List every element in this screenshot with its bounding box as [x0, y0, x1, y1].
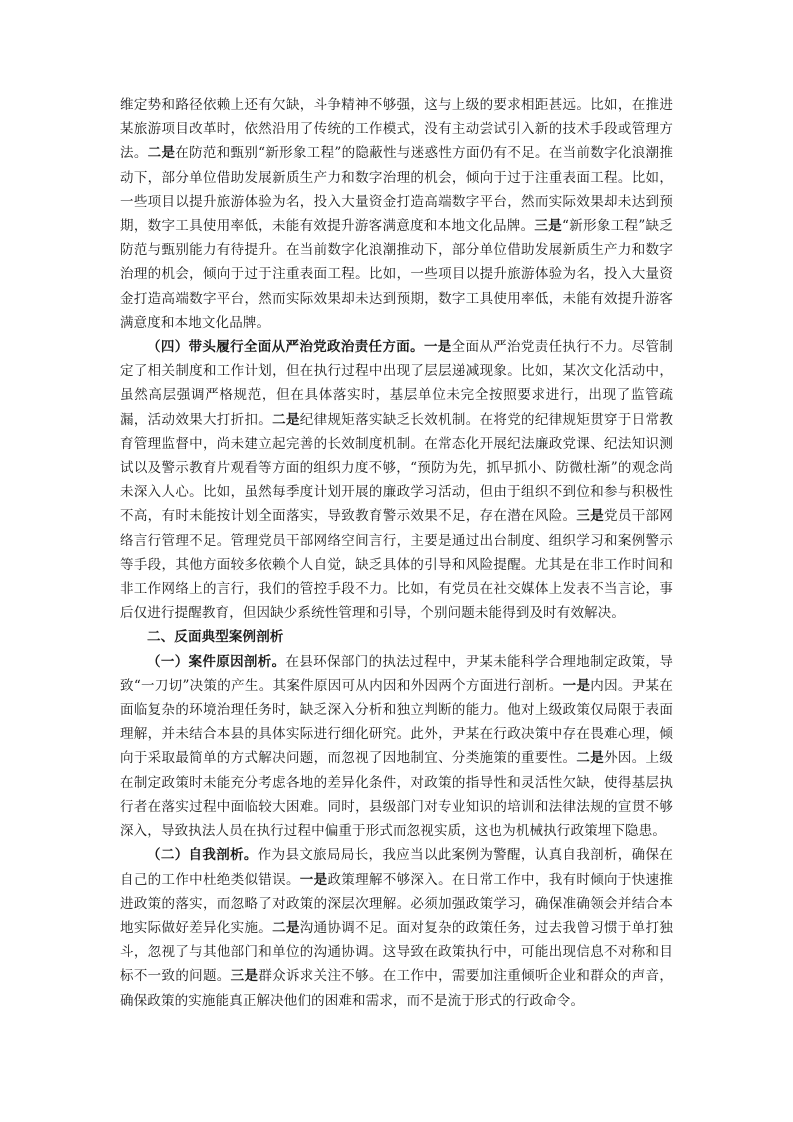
paragraph-text: 政策理解不够深入。在日常工作中，我有时倾向于快速推进政策的落实，而忽略了对政策的深层次理解。必须加强政策学习，确保准确领会并结合本地实际做好差异化实施。: [120, 871, 674, 936]
section-heading-four: （四）带头履行全面从严治党政治责任方面。: [147, 339, 424, 356]
emphasis-first: 一是: [423, 339, 452, 356]
emphasis-third: 三是: [534, 218, 563, 235]
paragraph-text: 党员干部网络言行管理不足。管理党员干部网络空间言行，主要是通过出台制度、组织学习和案例警示等手段，其他方面较多依赖个人自觉，缺乏具体的引导和风险提醒。尤其是在非工作时间和非工作网络上的言行，我们的管控手段不力。比如，有党员在社交媒体上发表不当言论，事后仅进行提醒教育，但因缺少系统性管理和引导，个别问题未能得到及时有效解决。: [120, 508, 673, 622]
paragraph-self-analysis: [120, 843, 673, 1012]
paragraph-text: “新形象工程”缺乏防范与甄别能力有待提升。在当前数字化浪潮推动下，部分单位借助发展新质生产力和数字治理的机会，倾向于过于注重表面工程。比如，一些项目以提升旅游体验为名，投入大量资金打造高端数字平台，然而实际效果却未达到预期，数字工具使用率低，未能有效提升游客满意度和本地文化品牌。: [120, 218, 674, 331]
document-body: [120, 93, 673, 1013]
paragraph-text: 在防范和甄别“新形象工程”的隐蔽性与迷惑性方面仍有不足。在当前数字化浪潮推动下，部分单位借助发展新质生产力和数字治理的机会，倾向于过于注重表面工程。比如，一些项目以提升旅游体验为名，投入大量资金打造高端数字平台，然而实际效果却未达到预期，数字工具使用率低，未能有效提升游客满意度和本地文化品牌。: [120, 145, 673, 235]
paragraph-text: 沟通协调不足。面对复杂的政策任务，过去我曾习惯于单打独斗，忽视了与其他部门和单位的沟通协调。这导致在政策执行中，可能出现信息不对称和目标不一致的问题。: [120, 919, 673, 985]
emphasis-second: 二是: [272, 411, 300, 428]
paragraph-text: 外因。上级在制定政策时未能充分考虑各地的差异化条件，对政策的指导性和灵活性欠缺，使得基层执行者在落实过程中面临较大困难。同时，县级部门对专业知识的培训和法律法规的宣贯不够深入，导致执法人员在执行过程中偏重于形式而忽视实质，这也为机械执行政策埋下隐患。: [120, 750, 673, 840]
emphasis-third: 三是: [576, 508, 605, 525]
paragraph-text: 群众诉求关注不够。在工作中，需要加注重倾听企业和群众的声音，确保政策的实施能真正解决他们的困难和需求，而不是流于形式的行政命令。: [120, 968, 674, 1009]
paragraph-continuation: [120, 93, 673, 335]
emphasis-first: 一是: [562, 677, 591, 694]
paragraph-case-analysis: [120, 650, 673, 844]
paragraph-text: 纪律规矩落实缺乏长效机制。在将党的纪律规矩贯穿于日常教育管理监督中，尚未建立起完善的长效制度机制。在常态化开展纪法廉政党课、纪法知识测试以及警示教育片观看等方面的组织力度不够，“预防为先，抓早抓小、防微杜渐”的观念尚未深入人心。比如，虽然每季度计划开展的廉政学习活动，但由于组织不到位和参与积极性不高，有时未能按计划全面落实，导致教育警示效果不足，存在潜在风险。: [120, 411, 673, 525]
paragraph-text: 全面从严治党责任执行不力。尽管制定了相关制度和工作计划，但在执行过程中出现了层层递减现象。比如，某次文化活动中，虽然高层强调严格规范，但在具体落实时，基层单位未完全按照要求进行，出现了监管疏漏，活动效果大打折扣。: [120, 339, 673, 428]
emphasis-second: 二是: [272, 919, 300, 936]
emphasis-second: 二是: [147, 145, 176, 162]
paragraph-party-responsibility: [120, 335, 673, 625]
paragraph-text: 作为县文旅局局长，我应当以此案例为警醒，认真自我剖析，确保在自己的工作中杜绝类似错误。: [120, 847, 673, 888]
paragraph-text: 维定势和路径依赖上还有欠缺，斗争精神不够强，这与上级的要求相距甚远。比如，在推进某旅游项目改革时，依然沿用了传统的工作模式，没有主动尝试引入新的技术手段或管理方法。: [120, 97, 673, 162]
emphasis-second: 二是: [576, 750, 605, 767]
section-heading-two: 二、反面典型案例剖析: [147, 629, 284, 646]
emphasis-first: 一是: [299, 871, 328, 888]
paragraph-text: 在县环保部门的执法过程中，尹某未能科学合理地制定政策，导致“一刀切”决策的产生。其案件原因可从内因和外因两个方面进行剖析。: [120, 653, 674, 694]
subsection-heading-two: （二）自我剖析。: [147, 847, 258, 864]
subsection-heading-one: （一）案件原因剖析。: [147, 653, 286, 670]
paragraph-text: 内因。尹某在面临复杂的环境治理任务时，缺乏深入分析和独立判断的能力。他对上级政策仅局限于表面理解，并未结合本县的具体实际进行细化研究。此外，尹某在行政决策中存在畏难心理，倾向于采取最简单的方式解决问题，而忽视了因地制宜、分类施策的重要性。: [120, 677, 673, 767]
emphasis-third: 三是: [230, 968, 259, 985]
